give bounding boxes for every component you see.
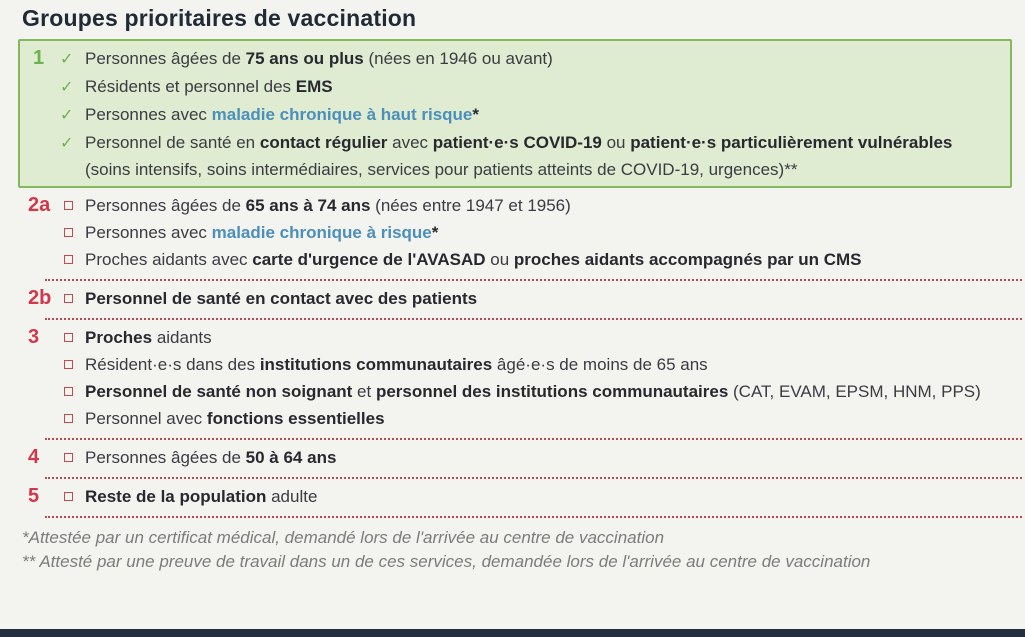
item-text xyxy=(85,405,1011,432)
text-segment: Proches xyxy=(85,328,153,347)
footnote-double-asterisk: ** Attesté par une preuve de travail dans un de ces services, demandée lors de l'arrivée au centre de vaccination xyxy=(22,552,871,571)
text-segment: Personnes âgées de xyxy=(85,448,246,467)
priority-group-5 xyxy=(0,479,1025,516)
list-item xyxy=(64,351,1011,378)
check-icon: ✓ xyxy=(60,79,74,96)
text-segment: institutions communautaires xyxy=(259,355,493,374)
text-segment: patient·e·s COVID-19 xyxy=(432,133,602,152)
groups-list xyxy=(0,39,1025,518)
text-segment: Reste de la population xyxy=(85,487,267,506)
group-number: 3 xyxy=(28,326,40,348)
item-text xyxy=(85,483,1011,510)
group-item-list xyxy=(64,324,1011,432)
text-segment: adulte xyxy=(266,487,318,506)
list-item xyxy=(64,192,1011,219)
bullet-cell xyxy=(64,351,85,369)
text-segment: Personnes âgées de xyxy=(85,49,246,68)
list-item xyxy=(60,73,996,101)
text-segment: (soins intensifs, soins intermédiaires, services pour patients atteints de COVID-19, urgences)** xyxy=(85,160,798,179)
item-text xyxy=(85,192,1011,219)
text-segment: Personnes âgées de xyxy=(85,196,246,215)
text-segment: avec xyxy=(387,133,433,152)
item-text xyxy=(85,129,996,183)
bottom-bar xyxy=(0,629,1025,637)
group-item-list xyxy=(60,45,996,183)
square-bullet-icon xyxy=(64,453,73,462)
priority-group-1 xyxy=(33,45,996,183)
list-item xyxy=(64,444,1011,471)
item-text xyxy=(85,378,1011,405)
text-segment: ou xyxy=(601,133,631,152)
list-item xyxy=(64,378,1011,405)
group-item-list xyxy=(64,483,1011,510)
text-segment: fonctions essentielles xyxy=(206,409,385,428)
list-item xyxy=(64,285,1011,312)
text-segment: personnel des institutions communautaires xyxy=(375,382,729,401)
text-segment: * xyxy=(431,223,439,242)
list-item xyxy=(60,45,996,73)
square-bullet-icon xyxy=(64,333,73,342)
item-text xyxy=(85,73,996,100)
priority-group-2b xyxy=(0,281,1025,318)
group-number: 4 xyxy=(28,446,40,468)
bullet-cell xyxy=(64,483,85,501)
square-bullet-icon xyxy=(64,228,73,237)
text-segment: aidants xyxy=(152,328,212,347)
check-icon: ✓ xyxy=(60,107,74,124)
bullet-cell xyxy=(60,73,85,101)
bullet-cell xyxy=(64,246,85,264)
group-number: 5 xyxy=(28,485,40,507)
text-segment: (nées en 1946 ou avant) xyxy=(363,49,553,68)
priority-group-4 xyxy=(0,440,1025,477)
bullet-cell xyxy=(60,129,85,157)
text-segment: âgé·e·s de moins de 65 ans xyxy=(492,355,708,374)
square-bullet-icon xyxy=(64,255,73,264)
list-item xyxy=(64,246,1011,273)
item-text xyxy=(85,45,996,72)
text-segment: carte d'urgence de l'AVASAD xyxy=(252,250,486,269)
square-bullet-icon xyxy=(64,360,73,369)
text-segment: et xyxy=(352,382,376,401)
item-text xyxy=(85,444,1011,471)
text-segment: (CAT, EVAM, EPSM, HNM, PPS) xyxy=(728,382,981,401)
text-segment: contact régulier xyxy=(259,133,388,152)
bullet-cell xyxy=(64,405,85,423)
list-item xyxy=(60,101,996,129)
item-text xyxy=(85,246,1011,273)
group-item-list xyxy=(64,285,1011,312)
square-bullet-icon xyxy=(64,387,73,396)
footnote-single-asterisk: *Attestée par un certificat médical, demandé lors de l'arrivée au centre de vaccination xyxy=(22,528,665,547)
text-segment: Personnel de santé en contact avec des patients xyxy=(85,289,478,308)
text-segment: (nées entre 1947 et 1956) xyxy=(370,196,571,215)
bullet-cell xyxy=(60,45,85,73)
list-item xyxy=(64,483,1011,510)
dotted-separator xyxy=(45,516,1022,518)
group-number: 1 xyxy=(33,47,45,69)
item-text xyxy=(85,285,1011,312)
square-bullet-icon xyxy=(64,414,73,423)
text-segment: proches aidants accompagnés par un CMS xyxy=(513,250,862,269)
bullet-cell xyxy=(64,378,85,396)
bullet-cell xyxy=(64,324,85,342)
text-segment: * xyxy=(472,105,479,124)
bullet-cell xyxy=(64,444,85,462)
text-segment: Proches aidants avec xyxy=(85,250,253,269)
group-number: 2b xyxy=(28,287,52,309)
bullet-cell xyxy=(64,285,85,303)
group-item-list xyxy=(64,444,1011,471)
text-segment: Personnel de santé en xyxy=(85,133,260,152)
text-segment: patient·e·s particulièrement vulnérables xyxy=(630,133,953,152)
footnotes xyxy=(22,526,1025,574)
bullet-cell xyxy=(64,219,85,237)
text-segment: EMS xyxy=(295,77,333,96)
item-text xyxy=(85,219,1011,246)
list-item xyxy=(64,405,1011,432)
inline-link[interactable]: maladie chronique à haut risque xyxy=(211,105,473,124)
priority-group-2a xyxy=(0,188,1025,279)
priority-group-1-box xyxy=(18,39,1012,188)
text-segment: Personnel avec xyxy=(85,409,207,428)
group-item-list xyxy=(64,192,1011,273)
item-text xyxy=(85,351,1011,378)
inline-link[interactable]: maladie chronique à risque xyxy=(211,223,432,242)
check-icon: ✓ xyxy=(60,135,74,152)
square-bullet-icon xyxy=(64,201,73,210)
item-text xyxy=(85,101,996,128)
list-item xyxy=(64,324,1011,351)
page-title: Groupes prioritaires de vaccination xyxy=(22,5,417,31)
priority-group-3 xyxy=(0,320,1025,438)
bullet-cell xyxy=(60,101,85,129)
check-icon: ✓ xyxy=(60,51,74,68)
bullet-cell xyxy=(64,192,85,210)
square-bullet-icon xyxy=(64,294,73,303)
text-segment: Personnel de santé non soignant xyxy=(85,382,353,401)
text-segment: 50 à 64 ans xyxy=(245,448,337,467)
group-number: 2a xyxy=(28,194,51,216)
text-segment: 75 ans ou plus xyxy=(245,49,364,68)
text-segment: Personnes avec xyxy=(85,105,212,124)
item-text xyxy=(85,324,1011,351)
square-bullet-icon xyxy=(64,492,73,501)
text-segment: 65 ans à 74 ans xyxy=(245,196,371,215)
text-segment: Résident·e·s dans des xyxy=(85,355,260,374)
list-item xyxy=(60,129,996,183)
text-segment: ou xyxy=(485,250,514,269)
list-item xyxy=(64,219,1011,246)
text-segment: Résidents et personnel des xyxy=(85,77,296,96)
text-segment: Personnes avec xyxy=(85,223,212,242)
